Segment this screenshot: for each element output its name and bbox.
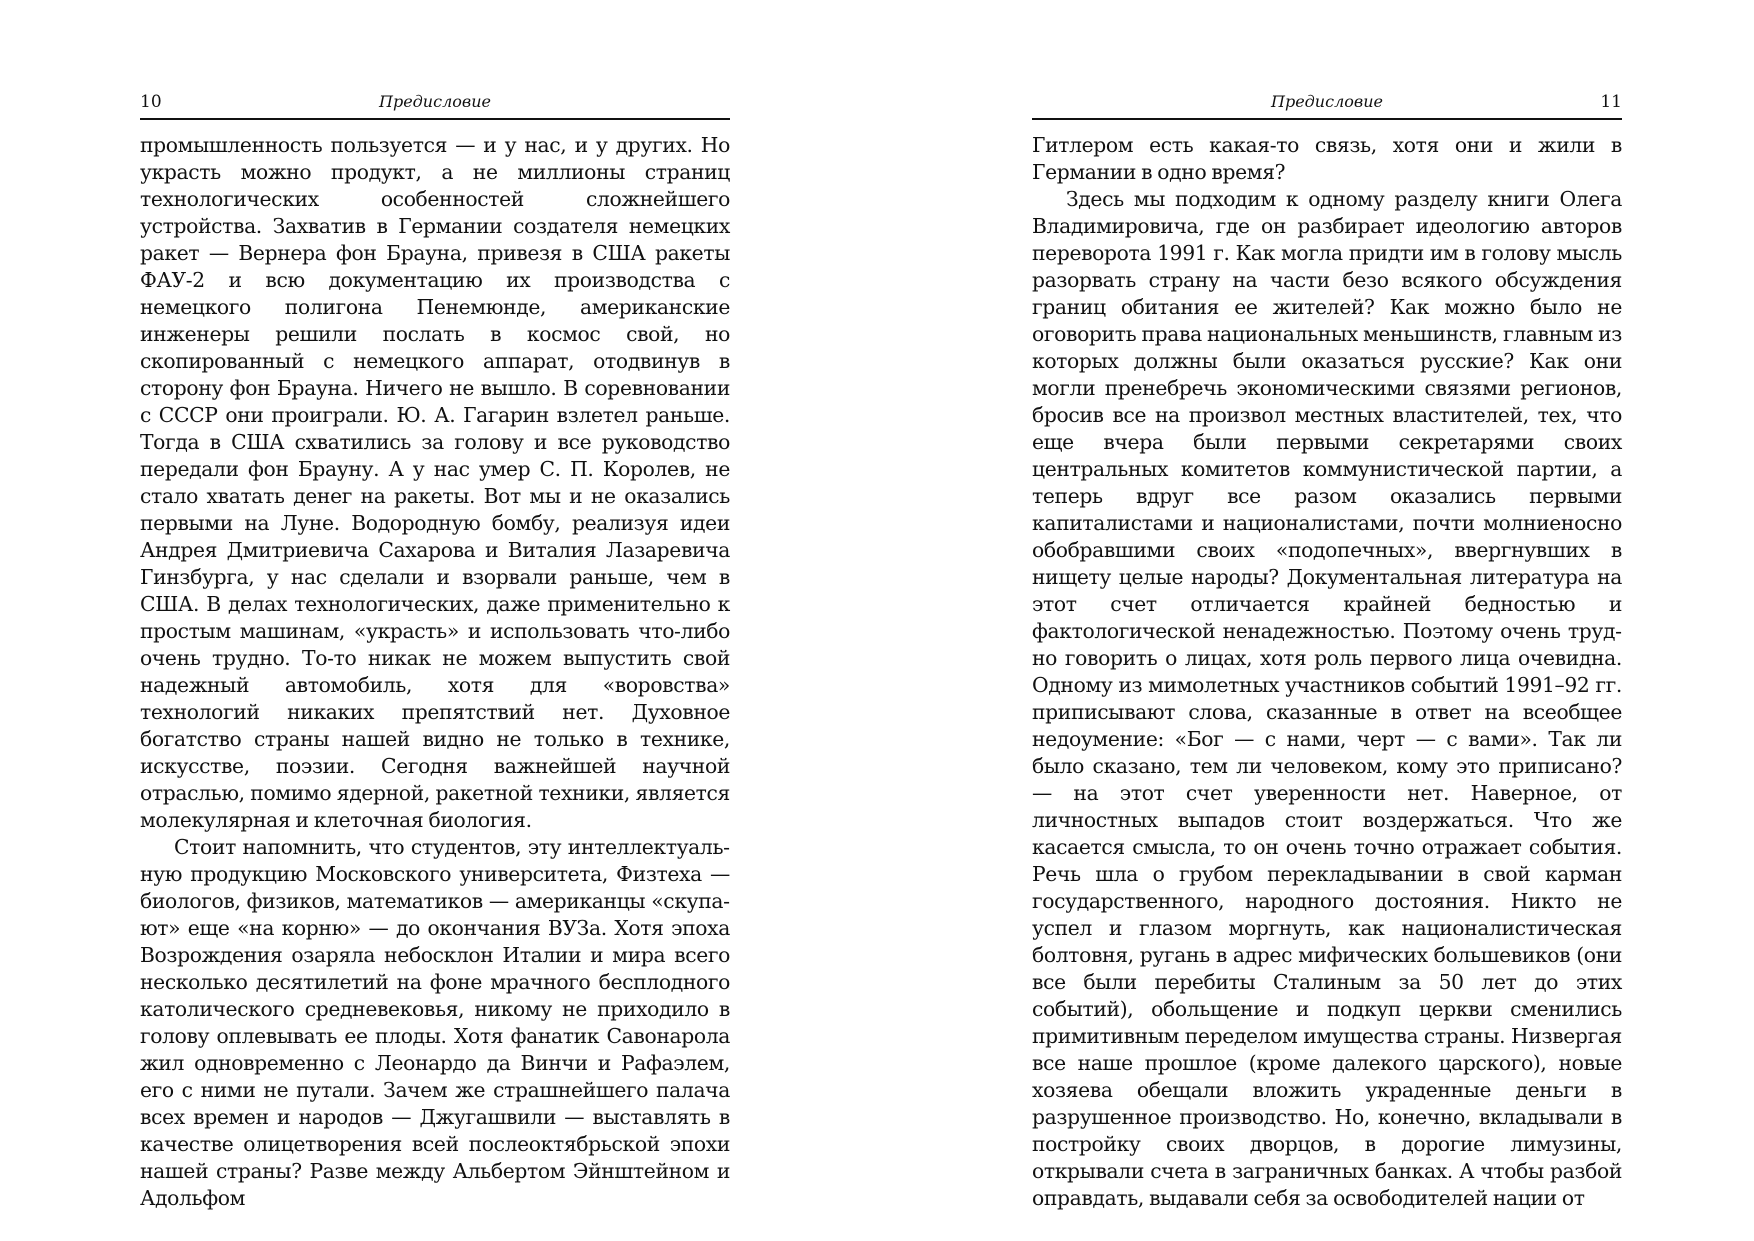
left-paragraph-2: Стоит напомнить, что студентов, эту интеллектуальную продукцию Московского университета, Физтеха — биологов, физиков, математиков — американцы «скупают» еще «на корню» — до окончания ВУЗа. Хотя эпоха Возрождения озаряла небосклон Италии и мира всего несколько десятилетий на фоне мрачного бесплодного католического средневековья, никому не приходило в голову оплевывать ее плоды. Хотя фанатик Савонарола жил одновременно с Леонардо да Винчи и Рафаэлем, его с ними не путали. Зачем же страшнейшего палача всех времен и народов — Джугашвили — выставлять в качестве олицетворения всей послеоктябрьской эпохи нашей страны? Разве между Альбертом Эйнштейном и Адольфом [140,835,730,1210]
right-paragraph-1: Гитлером есть какая-то связь, хотя они и жили в Германии в одно время? [1032,133,1622,184]
right-page [1032,92,1622,1212]
left-paragraph-1: промышленность пользуется — и у нас, и у других. Но украсть можно продукт, а не миллионы страниц технологических особенностей сложнейшего устройства. Захватив в Германии создателя немецких ракет — Вернера фон Брауна, привезя в США ракеты ФАУ-2 и всю документацию их производства с немецкого полигона Пенемюнде, американские инженеры решили послать в космос свой, но скопированный с немецкого аппарат, отодвинув в сторону фон Брауна. Ничего не вышло. В соревновании с СССР они проиграли. Ю. А. Гагарин взлетел раньше. Тогда в США схватились за голову и все руководство передали фон Брауну. А у нас умер С. П. Королев, не стало хватать денег на ракеты. Вот мы и не оказались первыми на Луне. Водородную бомбу, реализуя идеи Андрея Дмитриевича Сахарова и Виталия Лазаревича Гинзбурга, у нас сделали и взорвали раньше, чем в США. В делах технологических, даже применительно к простым машинам, «украсть» и использовать что-либо очень трудно. То-то никак не можем выпустить свой надежный автомобиль, хотя для «воровства» технологий никаких препятствий нет. Духовное богатство страны нашей видно не только в технике, искусстве, поэзии. Сегодня важнейшей научной отраслью, помимо ядерной, ракетной техники, является молекулярная и клеточная биология. [140,133,730,832]
left-running-head [140,92,730,120]
left-page [140,92,730,1212]
right-page-number: 11 [1600,92,1622,112]
left-body-text [140,132,730,1212]
left-page-number: 10 [140,92,162,112]
right-body-text [1032,132,1622,1212]
left-running-title: Предисловие [379,92,491,111]
right-running-title: Предисловие [1271,92,1383,111]
right-paragraph-2: Здесь мы подходим к одному разделу книги Олега Владимировича, где он разбирает идеологию авторов переворота 1991 г. Как могла придти им в голову мысль разорвать страну на части безо всякого обсуждения границ обитания ее жителей? Как можно было не оговорить права национальных меньшинств, главным из которых должны были оказаться русские? Как они могли пренебречь экономическими связями регионов, бросив все на произвол местных властителей, тех, что еще вчера были первыми секретарями своих центральных комитетов коммунистической партии, а теперь вдруг все разом оказались первыми капиталистами и националистами, почти молниеносно обобравшими своих «подопечных», ввергнувших в нищету целые народы? Документальная литература на этот счет отличается крайней бедностью и фактологической ненадежностью. Поэтому очень трудно говорить о лицах, хотя роль первого лица очевидна. Одному из мимолетных участников событий 1991–92 гг. приписывают слова, сказанные в ответ на всеобщее недоумение: «Бог — с нами, черт — с вами». Так ли было сказано, тем ли человеком, кому это приписано? — на этот счет уверенности нет. Наверное, от личностных выпадов стоит воздержаться. Что же касается смысла, то он очень точно отражает события. Речь шла о грубом перекладывании в свой карман государственного, народного достояния. Никто не успел и глазом моргнуть, как националистическая болтовня, ругань в адрес мифических большевиков (они все были перебиты Сталиным за 50 лет до этих событий), обольщение и подкуп церкви сменились примитивным переделом имущества страны. Низвергая все наше прошлое (кроме далекого царского), новые хозяева обещали вложить украденные деньги в разрушенное производство. Но, конечно, вкладывали в постройку своих дворцов, в дорогие лимузины, открывали счета в заграничных банках. А чтобы разбой оправдать, выдавали себя за освободителей нации от [1032,187,1622,1210]
right-running-head [1032,92,1622,120]
